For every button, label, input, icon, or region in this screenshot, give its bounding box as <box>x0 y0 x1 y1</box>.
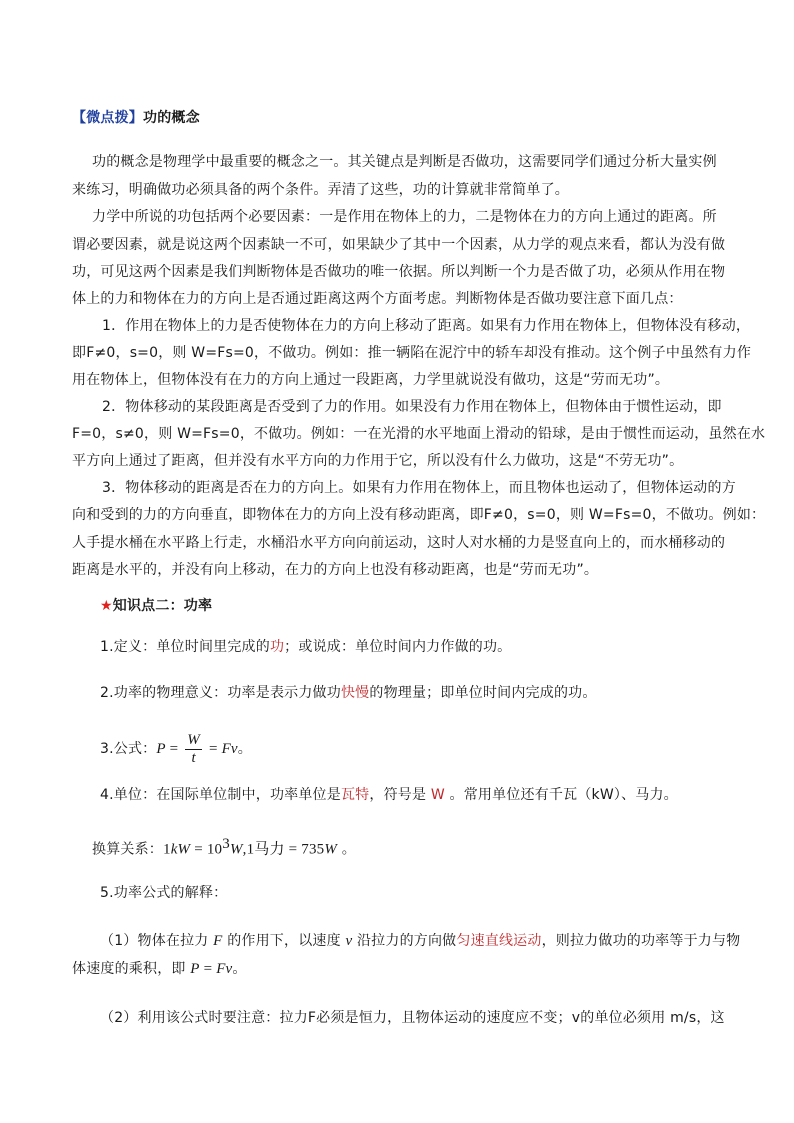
def-highlight: 功 <box>269 639 285 655</box>
unit-highlight-watt: 瓦特 <box>340 787 370 803</box>
expl1-var-F: F <box>213 933 223 949</box>
meaning-highlight: 快慢 <box>340 685 370 701</box>
intro-line: 力学中所说的功包括两个必要因素：一是作用在物体上的力，二是物体在力的方向上通过的距离。所 <box>92 209 717 225</box>
intro-line: 来练习，明确做功必须具备的两个条件。弄清了这些，功的计算就非常简单了。 <box>72 182 569 198</box>
explanation-1-line-1 <box>100 931 760 951</box>
point-line: 人手提水桶在水平路上行走，水桶沿水平方向向前运动，这时人对水桶的力是竖直向上的，而水桶移动的 <box>72 535 726 551</box>
formula-line <box>100 731 760 771</box>
unit-text-mid: ，符号是 <box>369 787 431 803</box>
def-text-end: ；或说成：单位时间内力作做的功。 <box>284 639 512 655</box>
conv-number: 1 <box>163 841 171 858</box>
point-line: 即F≠0，s=0，则 W=Fs=0，不做功。例如：推一辆陷在泥泞中的轿车却没有推动。这个例子中虽然有力作 <box>72 345 752 361</box>
explanation-1-line-2 <box>72 959 732 979</box>
section-heading <box>72 108 732 128</box>
formula-equals: = <box>205 741 222 757</box>
expl1-l2-equals: = <box>199 961 217 977</box>
point-line: 1．作用在物体上的力是否使物体在力的方向上移动了距离。如果有力作用在物体上，但物体没有移动， <box>102 318 751 334</box>
meaning-text: 2.功率的物理意义：功率是表示力做功 <box>100 685 341 701</box>
point-line: 平方向上通过了距离，但并没有水平方向的力作用于它，所以没有什么力做功，这是“不劳无功”。 <box>72 453 684 469</box>
expl1-text-end: ，则拉力做功的功率等于力与物 <box>541 933 741 949</box>
expl1-l2-end: 。 <box>232 961 247 977</box>
unit-text: 4.单位：在国际单位制中，功率单位是 <box>100 787 341 803</box>
expl1-text-mid: 的作用下，以速度 <box>222 933 346 949</box>
conv-exponent: 3 <box>222 836 230 852</box>
conv-value: = 10 <box>190 841 223 858</box>
explanation-title: 5.功率公式的解释： <box>100 885 228 901</box>
formula-lhs: P <box>156 741 166 757</box>
intro-line: 体上的力和物体在力的方向上是否通过距离这两个方面考虑。判断物体是否做功要注意下面几点： <box>72 291 683 307</box>
expl1-var-v: v <box>345 933 353 949</box>
explanation-2-line: （2）利用该公式时要注意：拉力F必须是恒力，且物体运动的速度应不变；v的单位必须用 m/s，这 <box>100 1010 725 1026</box>
def-text: 1.定义：单位时间里完成的 <box>100 639 270 655</box>
unit-text-end: 。常用单位还有千瓦（kW）、马力。 <box>444 787 678 803</box>
kp2-title: 知识点二：功率 <box>112 598 213 614</box>
fraction-numerator: W <box>187 731 200 748</box>
expl1-text: （1）物体在拉力 <box>100 933 214 949</box>
expl1-l2-text: 体速度的乘积，即 <box>72 961 191 977</box>
conversion-label: 换算关系： <box>92 841 163 858</box>
intro-line: 谓必要因素，就是说这两个因素缺一不可，如果缺少了其中一个因素，从力学的观点来看，都认为没有做 <box>72 237 726 253</box>
point-line: F=0，s≠0，则 W=Fs=0，不做功。例如：一在光滑的水平地面上滑动的铅球，是由于惯性而运动，虽然在水 <box>72 426 766 442</box>
intro-line: 功，可见这两个因素是我们判断物体是否做功的唯一依据。所以判断一个力是否做了功，必须从作用在物 <box>72 264 726 280</box>
definition-line <box>100 637 760 657</box>
formula-fraction <box>185 732 202 767</box>
conv-horsepower: ,1马力 = 735 <box>242 841 325 858</box>
formula-equals: = <box>165 741 183 757</box>
intro-line: 功的概念是物理学中最重要的概念之一。其关键点是判断是否做功，这需要同学们通过分析大量实例 <box>92 154 717 170</box>
heading-title: 功的概念 <box>143 110 200 126</box>
point-line: 用在物体上，但物体没有在力的方向上通过一段距离，力学里就说没有做功，这是“劳而无功”。 <box>72 372 670 388</box>
conv-end: 。 <box>337 841 356 858</box>
point-line: 向和受到的力的方向垂直，即物体在力的方向上没有移动距离，即F≠0，s=0，则 W=Fs=0，不做功。例如： <box>72 507 766 523</box>
formula-rhs: Fv <box>221 741 238 757</box>
point-line: 3．物体移动的距离是否在力的方向上。如果有力作用在物体上，而且物体也运动了，但物体运动的方 <box>102 480 736 496</box>
conv-unit-kw: kW <box>170 841 191 858</box>
meaning-text-end: 的物理量；即单位时间内完成的功。 <box>369 685 597 701</box>
star-icon: ★ <box>100 598 113 614</box>
formula-end: 。 <box>237 741 252 757</box>
conversion-line <box>92 834 752 860</box>
point-line: 2．物体移动的某段距离是否受到了力的作用。如果没有力作用在物体上，但物体由于惯性运动，即 <box>102 399 722 415</box>
heading-tag: 【微点拨】 <box>72 110 143 126</box>
expl1-l2-Fv: Fv <box>216 961 233 977</box>
conv-unit-w: W <box>229 841 243 858</box>
unit-line <box>100 785 760 805</box>
expl1-l2-P: P <box>190 961 200 977</box>
knowledge-point-2-heading <box>100 596 760 616</box>
unit-highlight-symbol: W <box>430 787 445 803</box>
conv-unit-w2: W <box>324 841 338 858</box>
point-line: 距离是水平的，并没有向上移动，在力的方向上也没有移动距离，也是“劳而无功”。 <box>72 562 599 578</box>
meaning-line <box>100 683 760 703</box>
fraction-denominator: t <box>191 749 196 766</box>
formula-label: 3.公式： <box>100 741 157 757</box>
expl1-text-mid2: 沿拉力的方向做 <box>352 933 457 949</box>
expl1-highlight: 匀速直线运动 <box>456 933 542 949</box>
